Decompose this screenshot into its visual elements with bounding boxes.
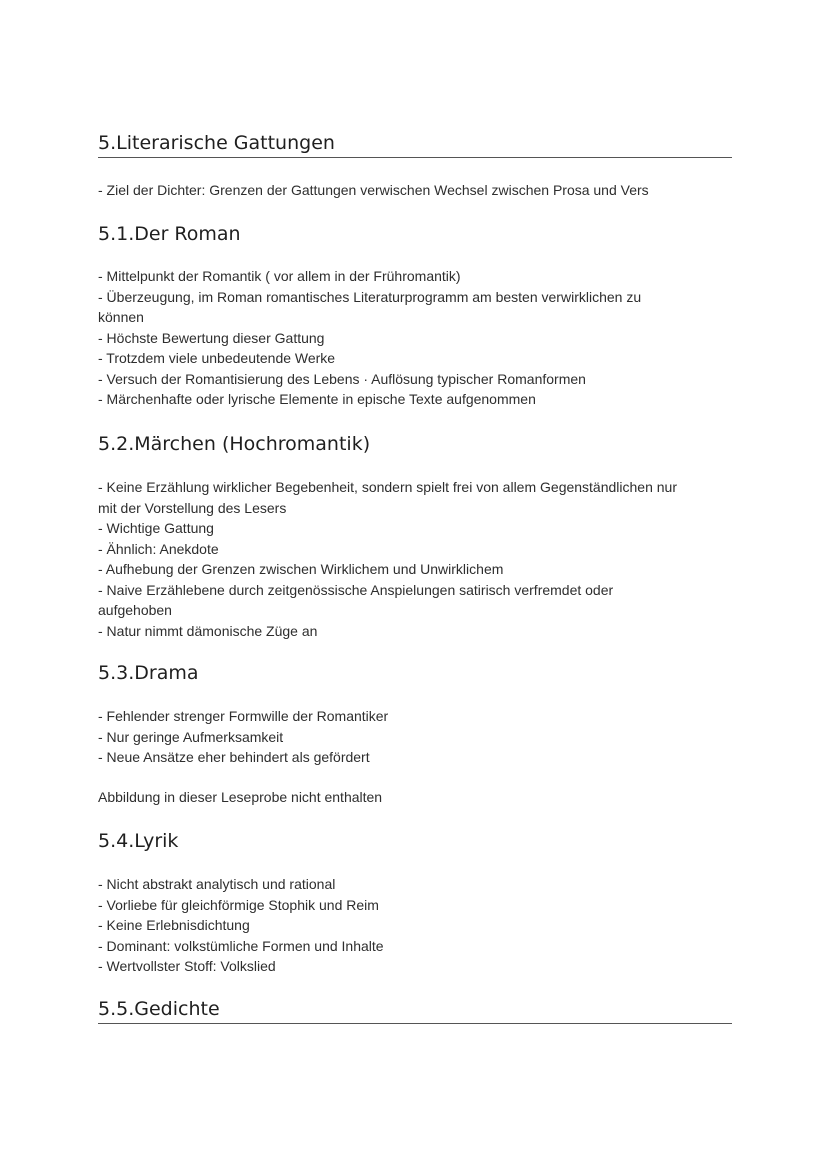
body-line: - Naive Erzählebene durch zeitgenössische Anspielungen satirisch verfremdet oder: [98, 581, 614, 598]
section-heading: 5.Literarische Gattungen: [98, 130, 732, 158]
section-heading: 5.5.Gedichte: [98, 996, 732, 1024]
section-5-2-body: [98, 477, 732, 641]
body-line: - Nicht abstrakt analytisch und rational: [98, 876, 336, 892]
body-line: - Höchste Bewertung dieser Gattung: [98, 329, 325, 346]
section-heading: 5.4.Lyrik: [98, 830, 179, 852]
section-5-3-body: [98, 706, 732, 768]
section-5-1-body: [98, 266, 732, 410]
body-line: - Vorliebe für gleichförmige Stophik und Reim: [98, 896, 379, 913]
body-line: - Märchenhafte oder lyrische Elemente in epische Texte aufgenommen: [98, 391, 536, 407]
section-5-4-body: [98, 874, 732, 977]
section-heading: 5.3.Drama: [98, 662, 199, 684]
body-line: - Fehlender strenger Formwille der Romantiker: [98, 708, 389, 724]
section-5-5: [98, 996, 732, 1024]
body-line: mit der Vorstellung des Lesers: [98, 499, 287, 516]
body-line: - Ziel der Dichter: Grenzen der Gattungen verwischen Wechsel zwischen Prosa und Vers: [98, 182, 649, 198]
section-heading: 5.1.Der Roman: [98, 223, 241, 245]
body-line: - Nur geringe Aufmerksamkeit: [98, 728, 284, 745]
body-line: - Natur nimmt dämonische Züge an: [98, 622, 318, 639]
figure-placeholder-note: [98, 787, 732, 808]
body-line: können: [98, 309, 144, 325]
body-line: - Keine Erlebnisdichtung: [98, 917, 250, 933]
section-5-1: [98, 221, 732, 247]
body-line: - Dominant: volkstümliche Formen und Inhalte: [98, 937, 384, 954]
section-5-3: [98, 660, 732, 686]
section-5-4: [98, 828, 732, 854]
body-line: - Keine Erzählung wirklicher Begebenheit, sondern spielt frei von allem Gegenständlichen nur: [98, 479, 677, 495]
figure-note: Abbildung in dieser Leseprobe nicht enthalten: [98, 789, 383, 805]
body-line: - Wertvollster Stoff: Volkslied: [98, 958, 276, 974]
body-line: - Wichtige Gattung: [98, 520, 214, 536]
body-line: - Mittelpunkt der Romantik ( vor allem in der Frühromantik): [98, 268, 461, 284]
section-heading: 5.2.Märchen (Hochromantik): [98, 433, 371, 455]
body-line: - Ähnlich: Anekdote: [98, 540, 219, 557]
body-line: - Überzeugung, im Roman romantisches Literaturprogramm am besten verwirklichen zu: [98, 288, 642, 305]
section-5: [98, 130, 732, 158]
section-5-body: [98, 180, 732, 201]
body-line: aufgehoben: [98, 602, 172, 618]
body-line: - Aufhebung der Grenzen zwischen Wirklichem und Unwirklichem: [98, 561, 504, 577]
body-line: - Trotzdem viele unbedeutende Werke: [98, 350, 336, 366]
section-5-2: [98, 431, 732, 457]
body-line: - Neue Ansätze eher behindert als gefördert: [98, 749, 370, 765]
body-line: - Versuch der Romantisierung des Lebens · Auflösung typischer Romanformen: [98, 370, 586, 387]
